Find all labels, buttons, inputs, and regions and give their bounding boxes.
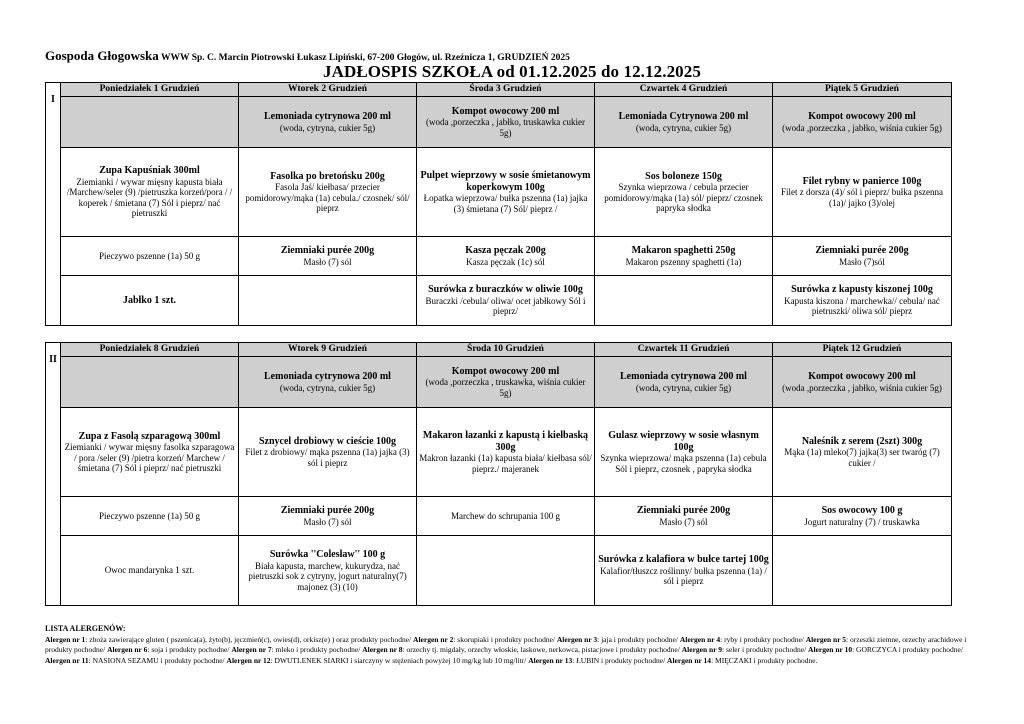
allergen-number: Alergen nr 13 [528, 655, 573, 665]
dish-title: Surówka ''Colesław'' 100 g [269, 549, 386, 560]
allergen-description: : ŁUBIN i produkty pochodne/ [572, 655, 666, 665]
allergen-number: Alergen nr 3 [556, 634, 598, 644]
brand-name: Gospoda Głogowska [45, 48, 159, 63]
dish-title: Lemoniada cytrynowa 200 ml [264, 111, 391, 122]
menu-cell-mains [595, 408, 773, 497]
day-header: Środa 3 Grudzień [417, 83, 595, 97]
dish-ingredients: Makron łazanki (1a) kapusta biała/ kiełbasa sól/ pieprz./ majeranek [419, 453, 592, 474]
menu-cell-sides [61, 237, 239, 276]
allergen-number: Alergen nr 6 [107, 645, 148, 654]
dish-title: Surówka z buraczków w oliwie 100g [428, 284, 583, 296]
dish-ingredients: Pieczywo pszenne (1a) 50 g [99, 510, 200, 521]
allergen-number: Alergen nr 5 [805, 634, 847, 644]
week-number: II [46, 343, 61, 606]
menu-cell-extras [61, 536, 239, 606]
dish-ingredients: (woda, cytryna, cukier 5g) [279, 122, 376, 133]
dish-ingredients: Makaron pszenny spaghetti (1a) [625, 256, 742, 267]
menu-cell-drinks [417, 97, 595, 148]
dish-ingredients: Szynka wieprzowa/ mąka pszenna (1a) cebula Sól i pieprz, czosnek , papryka słodka [600, 453, 767, 474]
menu-cell-sides [417, 237, 595, 276]
dish-ingredients: Szynka wieprzowa / cebula przecier pomidorowy/mąka (1a) sól/ pieprz/ czosnek papryka słodka [604, 182, 763, 213]
allergen-number: Alergen nr 9 [681, 645, 723, 654]
day-header: Poniedziałek 8 Grudzień [61, 343, 239, 357]
dish-title: Zupa z Fasolą szparagową 300ml [78, 430, 221, 442]
dish-title: Pulpet wieprzowy w sosie śmietanowym koperkowym 100g [420, 170, 591, 193]
menu-cell-extras [595, 276, 773, 326]
allergen-description: : jaja i produkty pochodne/ [597, 634, 678, 644]
allergen-description: : orzeszki ziemne, orzechy arachidowe i produkty pochodne/ [45, 634, 967, 654]
allergen-description: : skorupiaki i produkty pochodne/ [453, 634, 555, 644]
menu-cell-mains [773, 408, 952, 497]
menu-cell-sides [773, 497, 952, 536]
dish-title: Lemoniada Cytrynowa 200 ml [618, 111, 749, 122]
menu-cell-drinks [773, 357, 952, 408]
allergen-items [45, 635, 966, 665]
dish-ingredients: Masło (7)sól [839, 256, 885, 267]
menu-cell-sides [595, 237, 773, 276]
allergen-number: Alergen nr 14 [667, 655, 712, 665]
menu-cell-drinks [595, 357, 773, 408]
allergen-description: : seler i produkty pochodne/ [722, 645, 807, 654]
dish-ingredients: (woda ,porzeczka , jabłko, wiśnia cukier 5g) [782, 382, 942, 393]
dish-ingredients: Filet z dorsza (4)/ sól i pieprz/ bułka pszenna (1a)/ jajko (3)/olej [781, 187, 943, 208]
dish-title: Naleśnik z serem (2szt) 300g [801, 435, 923, 447]
menu-cell-sides [239, 237, 417, 276]
menu-cell-mains [417, 148, 595, 237]
dish-title: Gulasz wieprzowy w sosie własnym 100g [608, 430, 759, 453]
allergen-number: Alergen nr 12 [226, 655, 271, 665]
dish-ingredients: Mąka (1a) mleko(7) jajka(3) ser twaróg (7) cukier / [784, 447, 940, 468]
menu-cell-drinks [239, 97, 417, 148]
dish-title: Sos owocowy 100 g [821, 505, 903, 516]
dish-title: Surówka z kapusty kiszonej 100g [791, 284, 933, 296]
menu-cell-mains [595, 148, 773, 237]
dish-ingredients: Łopatka wieprzowa/ bułka pszenna (1a) jajka (3) śmietana (7) Sól/ pieprz / [423, 193, 588, 214]
menu-cell-extras [417, 536, 595, 606]
dish-ingredients: Fasola Jaś/ kiełbasa/ przecier pomidorowy/mąka (1a) cebula./ czosnek/ sól/ pieprz [245, 182, 410, 213]
day-header: Poniedziałek 1 Grudzień [61, 83, 239, 97]
day-header: Wtorek 2 Grudzień [239, 83, 417, 97]
menu-cell-drinks [595, 97, 773, 148]
dish-title: Zupa Kapuśniak 300ml [99, 165, 200, 177]
dish-title: Lemoniada cytrynowa 200 ml [620, 371, 747, 382]
menu-cell-drinks [773, 97, 952, 148]
menu-cell-drinks [239, 357, 417, 408]
allergen-number: Alergen nr 1 [45, 634, 86, 644]
dish-ingredients: Ziemianki / wywar mięsny kapusta biała /Marchew/seler (9) /pietruszka korzeń/pora / / koperek / śmietana (7) Sól i pieprz/ nać pietruszki [66, 176, 233, 219]
menu-cell-extras [61, 276, 239, 326]
menu-cell-extras [773, 536, 952, 606]
allergen-number: Alergen nr 2 [413, 634, 454, 644]
dish-ingredients: (woda ,porzeczka , truskawka, wiśnia cukier 5g) [425, 377, 586, 398]
dish-ingredients: Pieczywo pszenne (1a) 50 g [99, 250, 200, 261]
dish-title: Makaron spaghetti 250g [631, 245, 736, 256]
menu-cell-extras [239, 276, 417, 326]
dish-title: Kompot owocowy 200 ml [451, 105, 560, 117]
allergen-list-label: LISTA ALERGENÓW: [45, 624, 126, 633]
dish-ingredients: Kalafior/tłuszcz roślinny/ bułka pszenna (1a) / sól i pieprz [600, 565, 767, 587]
menu-cell-extras [595, 536, 773, 606]
menu-cell-sides [595, 497, 773, 536]
menu-cell-sides [417, 497, 595, 536]
menu-cell-drinks [417, 357, 595, 408]
menu-cell-drinks [61, 357, 239, 408]
menu-cell-sides [239, 497, 417, 536]
dish-ingredients: Masło (7) sól [303, 256, 352, 267]
dish-ingredients: (woda, cytryna, cukier 5g) [635, 382, 732, 393]
dish-title: Fasolka po bretońsku 200g [270, 170, 385, 182]
allergen-description: : mleko i produkty pochodne/ [271, 645, 361, 654]
dish-title: Lemoniada cytrynowa 200 ml [264, 371, 391, 382]
allergen-number: Alergen nr 4 [679, 634, 721, 644]
day-header: Piątek 5 Grudzień [773, 83, 952, 97]
allergen-description: : ryby i produkty pochodne/ [720, 634, 804, 644]
allergen-description: : orzechy tj. migdały, orzechy włoskie, laskowe, nerkowca, pistacjowe i produkty pochodne/ [402, 645, 680, 654]
dish-ingredients: (woda ,porzeczka , jabłko, wiśnia cukier 5g) [782, 122, 942, 133]
dish-ingredients: Kapusta kiszona / marchewka// cebula/ nać pietruszki/ oliwa sól/ pieprz [784, 295, 940, 317]
allergen-description: : NASIONA SEZAMU i produkty pochodne/ [88, 655, 225, 665]
dish-title: Kompot owocowy 200 ml [451, 365, 560, 377]
dish-ingredients: Masło (7) sól [659, 516, 708, 527]
dish-ingredients: Biała kapusta, marchew, kukurydza, nać pietruszki sok z cytryny, jogurt naturalny(7) majonez (3) (10) [248, 560, 407, 592]
menu-cell-sides [61, 497, 239, 536]
dish-title: Sznycel drobiowy w cieście 100g [258, 435, 397, 447]
menu-cell-mains [61, 148, 239, 237]
dish-title: Sos boloneze 150g [645, 170, 722, 182]
dish-ingredients: Owoc mandarynka 1 szt. [104, 565, 195, 576]
menu-cell-mains [773, 148, 952, 237]
allergen-list [45, 624, 970, 666]
dish-ingredients: (woda, cytryna, cukier 5g) [635, 122, 732, 133]
allergen-number: Alergen nr 7 [231, 645, 272, 654]
dish-title: Filet rybny w panierce 100g [802, 175, 922, 187]
allergen-description: : MIĘCZAKI i produkty pochodne. [711, 655, 818, 665]
day-header: Wtorek 9 Grudzień [239, 343, 417, 357]
dish-title: Ziemniaki purée 200g [636, 505, 731, 516]
allergen-number: Alergen nr 10 [808, 645, 853, 654]
week-number: I [46, 83, 61, 326]
dish-title: Ziemniaki purée 200g [280, 505, 375, 516]
dish-title: Kompot owocowy 200 ml [808, 371, 916, 382]
dish-title: Ziemniaki purée 200g [280, 245, 375, 256]
dish-title: Jabłko 1 szt. [122, 294, 177, 306]
dish-ingredients: Buraczki /cebula/ oliwa/ ocet jabłkowy Sól i pieprz/ [425, 295, 586, 317]
day-header: Czwartek 4 Grudzień [595, 83, 773, 97]
dish-ingredients: Filet z drobiowy/ mąka pszenna (1a) jajka (3) sól i pieprz [245, 447, 410, 468]
dish-title: Makaron łazanki z kapustą i kiełbaską 300g [422, 430, 589, 453]
week-table-1 [45, 82, 952, 326]
day-header: Piątek 12 Grudzień [773, 343, 952, 357]
dish-ingredients: Jogurt naturalny (7) / truskawka [804, 516, 920, 527]
header-info: WWW Sp. C. Marcin Piotrowski Łukasz Lipiński, 67-200 Głogów, ul. Rzeźnicza 1, GRUDZIEŃ 2025 [161, 53, 570, 63]
allergen-description: : DWUTLENEK SIARKI i siarczyny w stężeniach powyżej 10 mg/kg lub 10 mg/litr/ [270, 655, 527, 665]
day-header: Środa 10 Grudzień [417, 343, 595, 357]
menu-cell-mains [417, 408, 595, 497]
allergen-description: : GORCZYCA i produkty pochodne/ [852, 645, 963, 654]
dish-ingredients: Marchew do schrupania 100 g [451, 510, 560, 521]
week-table-2 [45, 342, 952, 606]
dish-title: Kasza pęczak 200g [465, 245, 546, 256]
allergen-number: Alergen nr 8 [362, 645, 403, 654]
dish-title: Surówka z kalafiora w bułce tartej 100g [598, 554, 769, 566]
dish-ingredients: Kasza pęczak (1c) sól [466, 256, 545, 267]
menu-cell-sides [773, 237, 952, 276]
menu-cell-mains [239, 148, 417, 237]
allergen-description: : zboża zawierające gluten ( pszenica(a), żyto(b), jęczmień(c), owies(d), orkisz(e) ) oraz produkty pochodne/ [85, 634, 412, 644]
menu-cell-drinks [61, 97, 239, 148]
menu-cell-extras [773, 276, 952, 326]
dish-title: Kompot owocowy 200 ml [808, 111, 916, 122]
menu-cell-extras [417, 276, 595, 326]
day-header: Czwartek 11 Grudzień [595, 343, 773, 357]
dish-ingredients: Ziemianki / wywar mięsny fasolka szparagowa / pora /seler (9) /pietra korzeń/ Marchew / śmietana (7) Sól i pieprz/ nać pietruszki [64, 442, 235, 473]
dish-ingredients: (woda ,porzeczka , jabłko, truskawka cukier 5g) [426, 117, 585, 138]
menu-cell-extras [239, 536, 417, 606]
menu-cell-mains [239, 408, 417, 497]
menu-cell-mains [61, 408, 239, 497]
page-title: JADŁOSPIS SZKOŁA od 01.12.2025 do 12.12.2025 [322, 62, 701, 81]
allergen-description: : soja i produkty pochodne/ [147, 645, 230, 654]
dish-title: Ziemniaki purée 200g [815, 245, 909, 256]
dish-ingredients: Masło (7) sól [303, 516, 352, 527]
dish-ingredients: (woda, cytryna, cukier 5g) [279, 382, 376, 393]
allergen-number: Alergen nr 11 [45, 655, 89, 665]
